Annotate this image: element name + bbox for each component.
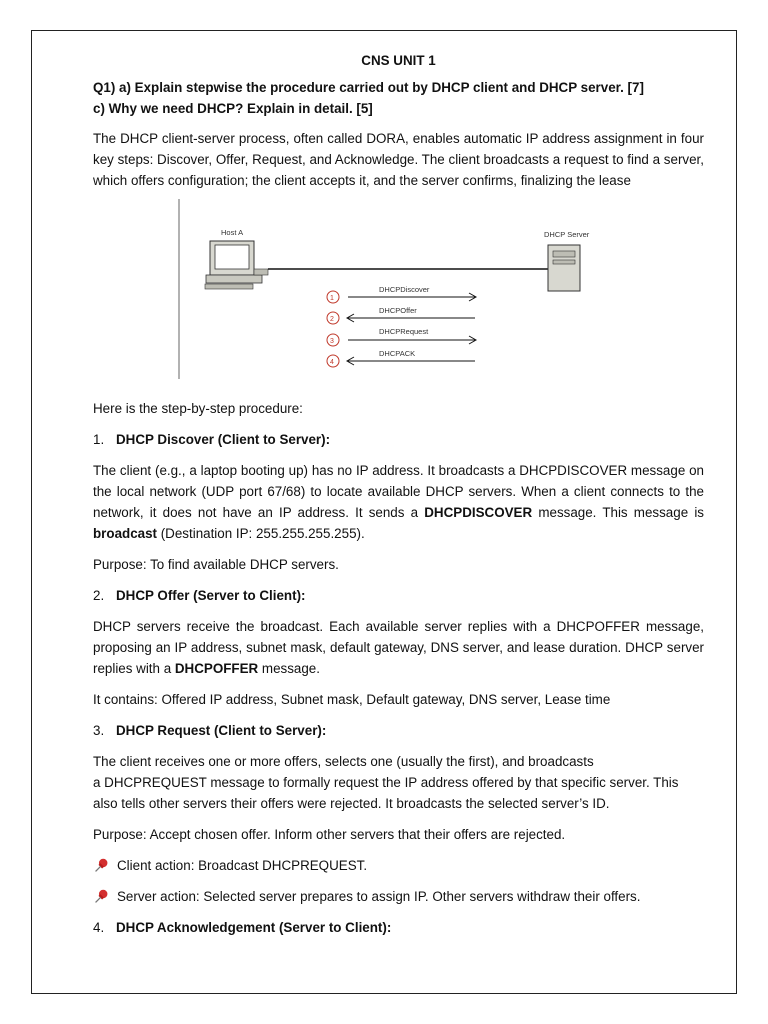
step-2-contains: It contains: Offered IP address, Subnet mask, Default gateway, DNS server, Lease time [93, 692, 611, 707]
body-bold: broadcast [93, 526, 157, 541]
message-number: 2 [330, 316, 334, 323]
document-body [93, 50, 704, 938]
procedure-intro: Here is the step-by-step procedure: [93, 401, 303, 416]
question-1c: c) Why we need DHCP? Explain in detail. [5] [93, 101, 373, 116]
step-3-purpose: Purpose: Accept chosen offer. Inform other servers that their offers are rejected. [93, 827, 566, 842]
step-4-heading [93, 917, 704, 938]
dhcp-server-icon [548, 245, 580, 291]
message-number: 4 [330, 359, 334, 366]
message-row [327, 327, 476, 346]
message-label: DHCPOffer [379, 306, 417, 315]
step-2-body [93, 616, 704, 679]
step-number: 4. [93, 920, 105, 935]
step-1-purpose: Purpose: To find available DHCP servers. [93, 557, 339, 572]
body-text: (Destination IP: 255.255.255.255). [157, 526, 365, 541]
message-row [327, 349, 475, 367]
question-1a: Q1) a) Explain stepwise the procedure carried out by DHCP client and DHCP server. [7] [93, 80, 644, 95]
diagram-svg [93, 199, 704, 389]
step-3-body-line2: a DHCPREQUEST message to formally request the IP address offered by that specific server. This also tells other servers their offers were rejected. It broadcasts the selected server’s ID. [93, 775, 679, 811]
server-action-text: Server action: Selected server prepares to assign IP. Other servers withdraw their offers. [117, 889, 641, 904]
step-3-heading [93, 720, 704, 741]
dhcp-dora-diagram [93, 199, 704, 389]
message-row [327, 306, 475, 324]
step-number: 2. [93, 588, 105, 603]
step-1-heading [93, 429, 704, 450]
message-number: 1 [330, 295, 334, 302]
step-1-body [93, 460, 704, 544]
step-number: 1. [93, 432, 105, 447]
body-text: DHCP servers receive the broadcast. Each available server replies with a DHCPOFFER message, proposing an IP address, subnet mask, default gateway, DNS server, and lease duration. DHCP server replies with a [93, 619, 704, 676]
message-number: 3 [330, 338, 334, 345]
message-label: DHCPRequest [379, 327, 429, 336]
client-action-line [93, 855, 704, 876]
body-text: message. [258, 661, 320, 676]
body-bold: DHCPOFFER [174, 661, 259, 676]
step-number: 3. [93, 723, 105, 738]
body-bold: DHCPDISCOVER [424, 505, 533, 520]
message-label: DHCPDiscover [379, 285, 430, 294]
step-title: DHCP Discover (Client to Server): [116, 432, 331, 447]
step-title: DHCP Acknowledgement (Server to Client): [116, 920, 392, 935]
message-row [327, 285, 476, 303]
server-label: DHCP Server [544, 230, 590, 239]
page-title: CNS UNIT 1 [361, 53, 436, 68]
body-text: The client (e.g., a laptop booting up) has no IP address. It broadcasts a DHCPDISCOVER message on the local network (UDP port 67/68) to locate available DHCP servers. When a client connects to the network, it does not have an IP address. It sends a [93, 463, 704, 520]
host-computer-icon [205, 241, 268, 289]
host-label: Host A [221, 228, 244, 237]
intro-paragraph: The DHCP client-server process, often called DORA, enables automatic IP address assignment in four key steps: Discover, Offer, Request, and Acknowledge. The client broadcasts a request to find a server, which offers configuration; the client accepts it, and the server confirms, finalizing the lease [93, 131, 704, 188]
client-action-text: Client action: Broadcast DHCPREQUEST. [117, 858, 368, 873]
pushpin-icon [93, 857, 110, 874]
pushpin-icon [93, 888, 110, 905]
step-2-heading [93, 585, 704, 606]
body-text: message. This message is [532, 505, 704, 520]
server-action-line [93, 886, 704, 907]
step-3-body-line1: The client receives one or more offers, selects one (usually the first), and broadcasts [93, 754, 594, 769]
message-label: DHCPACK [379, 349, 416, 358]
step-title: DHCP Request (Client to Server): [116, 723, 327, 738]
step-title: DHCP Offer (Server to Client): [116, 588, 306, 603]
